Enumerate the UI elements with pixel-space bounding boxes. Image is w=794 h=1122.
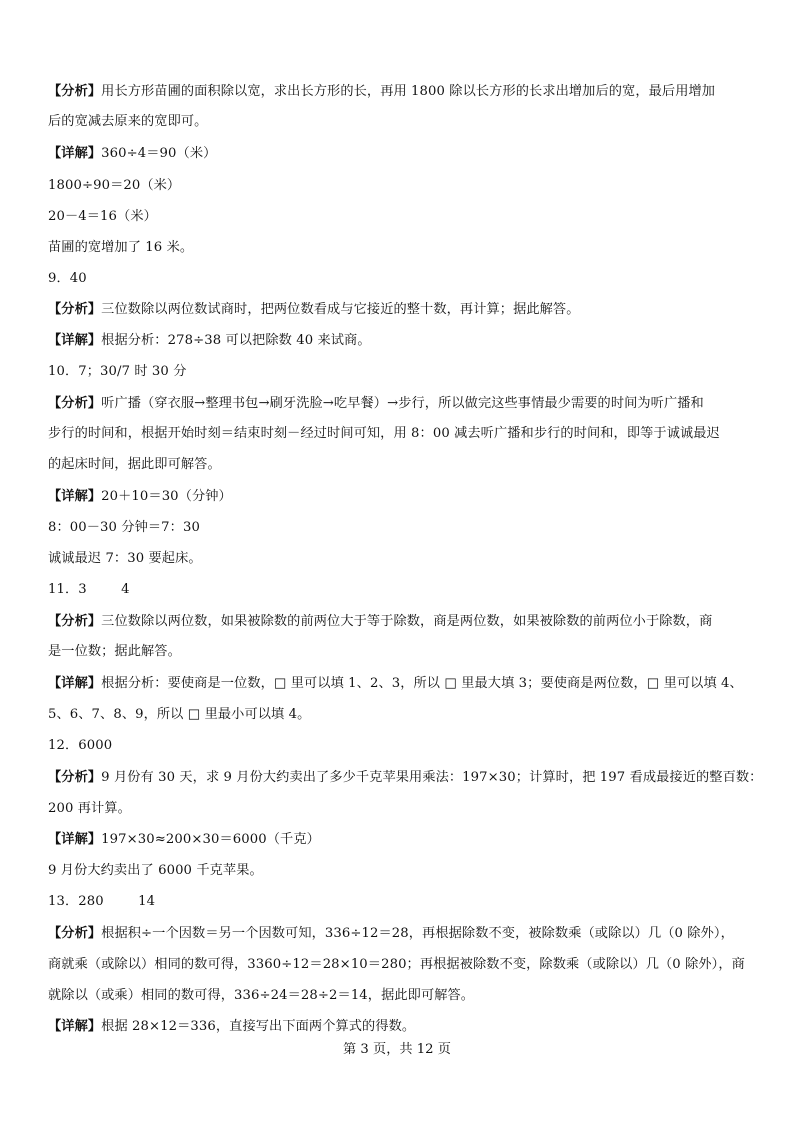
s8-analysis-line-1 (48, 82, 754, 102)
s10-header: 10．7；30/7 时 30 分 (48, 364, 187, 379)
detail-text: 根据分析：278÷38 可以把除数 40 来试商。 (101, 333, 371, 348)
detail-text: 根据分析：要使商是一位数，□ 里可以填 1、2、3，所以 □ 里最大填 3；要使商是两位数，□ 里可以填 4、 (101, 676, 743, 691)
s12-analysis-line-2: 200 再计算。 (48, 801, 131, 816)
s8-detail-line-1 (48, 144, 754, 164)
s8-detail-line-2: 1800÷90＝20（米） (48, 178, 181, 193)
detail-label: 【详解】 (48, 1019, 102, 1034)
s12-detail-line-2: 9 月份大约卖出了 6000 千克苹果。 (48, 863, 263, 878)
s13-analysis-line-1 (48, 924, 754, 944)
analysis-text: 听广播（穿衣服→整理书包→刷牙洗脸→吃早餐）→步行，所以做完这些事情最少需要的时间为听广播和 (101, 396, 704, 411)
detail-label: 【详解】 (48, 146, 102, 161)
s9-detail-line-1 (48, 331, 754, 351)
s12-analysis-line-1 (48, 768, 763, 788)
s8-detail-line-3: 20－4＝16（米） (48, 209, 157, 224)
s9-header: 9．40 (48, 271, 87, 286)
s11-header: 11．3 4 (48, 582, 130, 597)
s8-detail-line-4: 苗圃的宽增加了 16 米。 (48, 240, 194, 255)
analysis-label: 【分析】 (48, 84, 102, 99)
s10-analysis-line-1 (48, 394, 754, 414)
analysis-text: 9 月份有 30 天，求 9 月份大约卖出了多少千克苹果用乘法：197×30；计算时，把 197 看成最接近的整百数： (101, 770, 763, 785)
s13-detail-line-1 (48, 1017, 754, 1037)
detail-text: 197×30≈200×30＝6000（千克） (101, 832, 320, 847)
page-number: 第 3 页，共 12 页 (343, 1042, 451, 1057)
s12-header: 12．6000 (48, 738, 113, 753)
analysis-text: 用长方形苗圃的面积除以宽，求出长方形的长，再用 1800 除以长方形的长求出增加后的宽，最后用增加 (101, 84, 716, 99)
s10-detail-line-3: 诚诚最迟 7：30 要起床。 (48, 551, 202, 566)
s13-header: 13．280 14 (48, 894, 156, 909)
s11-detail-line-1 (48, 674, 754, 694)
analysis-label: 【分析】 (48, 926, 102, 941)
s11-detail-line-2: 5、6、7、8、9，所以 □ 里最小可以填 4。 (48, 707, 311, 722)
analysis-text: 三位数除以两位数，如果被除数的前两位大于等于除数，商是两位数，如果被除数的前两位小于除数，商 (101, 614, 713, 629)
s11-analysis-line-2: 是一位数；据此解答。 (48, 644, 181, 659)
detail-label: 【详解】 (48, 676, 102, 691)
detail-label: 【详解】 (48, 333, 102, 348)
analysis-label: 【分析】 (48, 302, 102, 317)
s13-analysis-line-2: 商就乘（或除以）相同的数可得，3360÷12＝28×10＝280；再根据被除数不变，除数乘（或除以）几（0 除外），商 (48, 957, 745, 972)
analysis-text: 三位数除以两位数试商时，把两位数看成与它接近的整十数，再计算；据此解答。 (101, 302, 580, 317)
s10-detail-line-2: 8：00－30 分钟＝7：30 (48, 520, 200, 535)
analysis-label: 【分析】 (48, 770, 102, 785)
s8-analysis-line-2: 后的宽减去原来的宽即可。 (48, 114, 208, 129)
s13-analysis-line-3: 就除以（或乘）相同的数可得，336÷24＝28÷2＝14，据此即可解答。 (48, 988, 475, 1003)
s12-detail-line-1 (48, 830, 754, 850)
s10-analysis-line-3: 的起床时间，据此即可解答。 (48, 457, 221, 472)
s10-detail-line-1 (48, 487, 754, 507)
detail-text: 360÷4＝90（米） (101, 146, 217, 161)
detail-label: 【详解】 (48, 832, 102, 847)
analysis-label: 【分析】 (48, 396, 102, 411)
s10-analysis-line-2: 步行的时间和，根据开始时刻＝结束时刻－经过时间可知，用 8：00 减去听广播和步行的时间和，即等于诚诚最迟 (48, 426, 720, 441)
analysis-label: 【分析】 (48, 614, 102, 629)
s11-analysis-line-1 (48, 612, 754, 632)
detail-text: 根据 28×12＝336，直接写出下面两个算式的得数。 (101, 1019, 416, 1034)
detail-label: 【详解】 (48, 489, 102, 504)
detail-text: 20＋10＝30（分钟） (101, 489, 232, 504)
analysis-text: 根据积÷一个因数＝另一个因数可知，336÷12＝28，再根据除数不变，被除数乘（或除以）几（0 除外）， (101, 926, 734, 941)
s9-analysis-line-1 (48, 300, 754, 320)
